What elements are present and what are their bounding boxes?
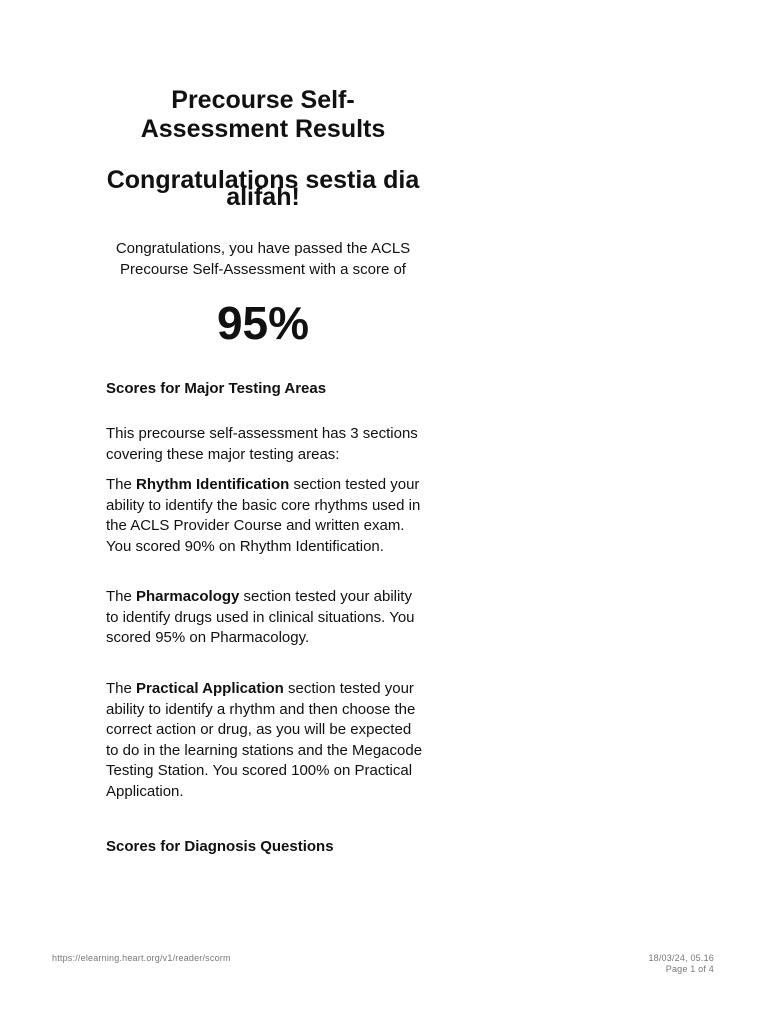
- section-text: section tested your ability to identify the basic core rhythms used in the ACLS Provider Course and written exam. You scored 90% on Rhythm Identification.: [106, 476, 421, 555]
- section-prefix: The: [106, 588, 137, 605]
- section-prefix: The: [106, 680, 137, 697]
- footer-meta: [648, 953, 714, 975]
- pharmacology-paragraph: [106, 587, 424, 649]
- diagnosis-heading: Scores for Diagnosis Questions: [106, 838, 334, 855]
- overall-score: 95%: [216, 297, 310, 349]
- footer-url: https://elearning.heart.org/v1/reader/scorm: [52, 953, 231, 963]
- footer-page-number: Page 1 of 4: [665, 964, 714, 974]
- congratulations-heading: Congratulations sestia dia alifah!: [106, 166, 420, 211]
- page-title: Precourse Self-Assessment Results: [140, 86, 386, 143]
- intro-text: Congratulations, you have passed the ACLS Precourse Self-Assessment with a score of: [115, 240, 411, 278]
- practical-application-paragraph: [106, 679, 424, 802]
- rhythm-identification-paragraph: [106, 475, 424, 557]
- sections-summary: This precourse self-assessment has 3 sections covering these major testing areas:: [106, 425, 418, 463]
- major-areas-heading: Scores for Major Testing Areas: [106, 380, 327, 397]
- section-name: Pharmacology: [136, 588, 240, 605]
- section-prefix: The: [106, 476, 137, 493]
- section-name: Rhythm Identification: [136, 476, 290, 493]
- section-name: Practical Application: [136, 680, 284, 697]
- section-text: section tested your ability to identify a rhythm and then choose the correct action or drug, as you will be expected to do in the learning stations and the Megacode Testing Station. You scored 100% on Practical Application.: [106, 680, 423, 800]
- section-text: section tested your ability to identify drugs used in clinical situations. You scored 95% on Pharmacology.: [106, 588, 415, 646]
- footer-timestamp: 18/03/24, 05.16: [648, 953, 714, 963]
